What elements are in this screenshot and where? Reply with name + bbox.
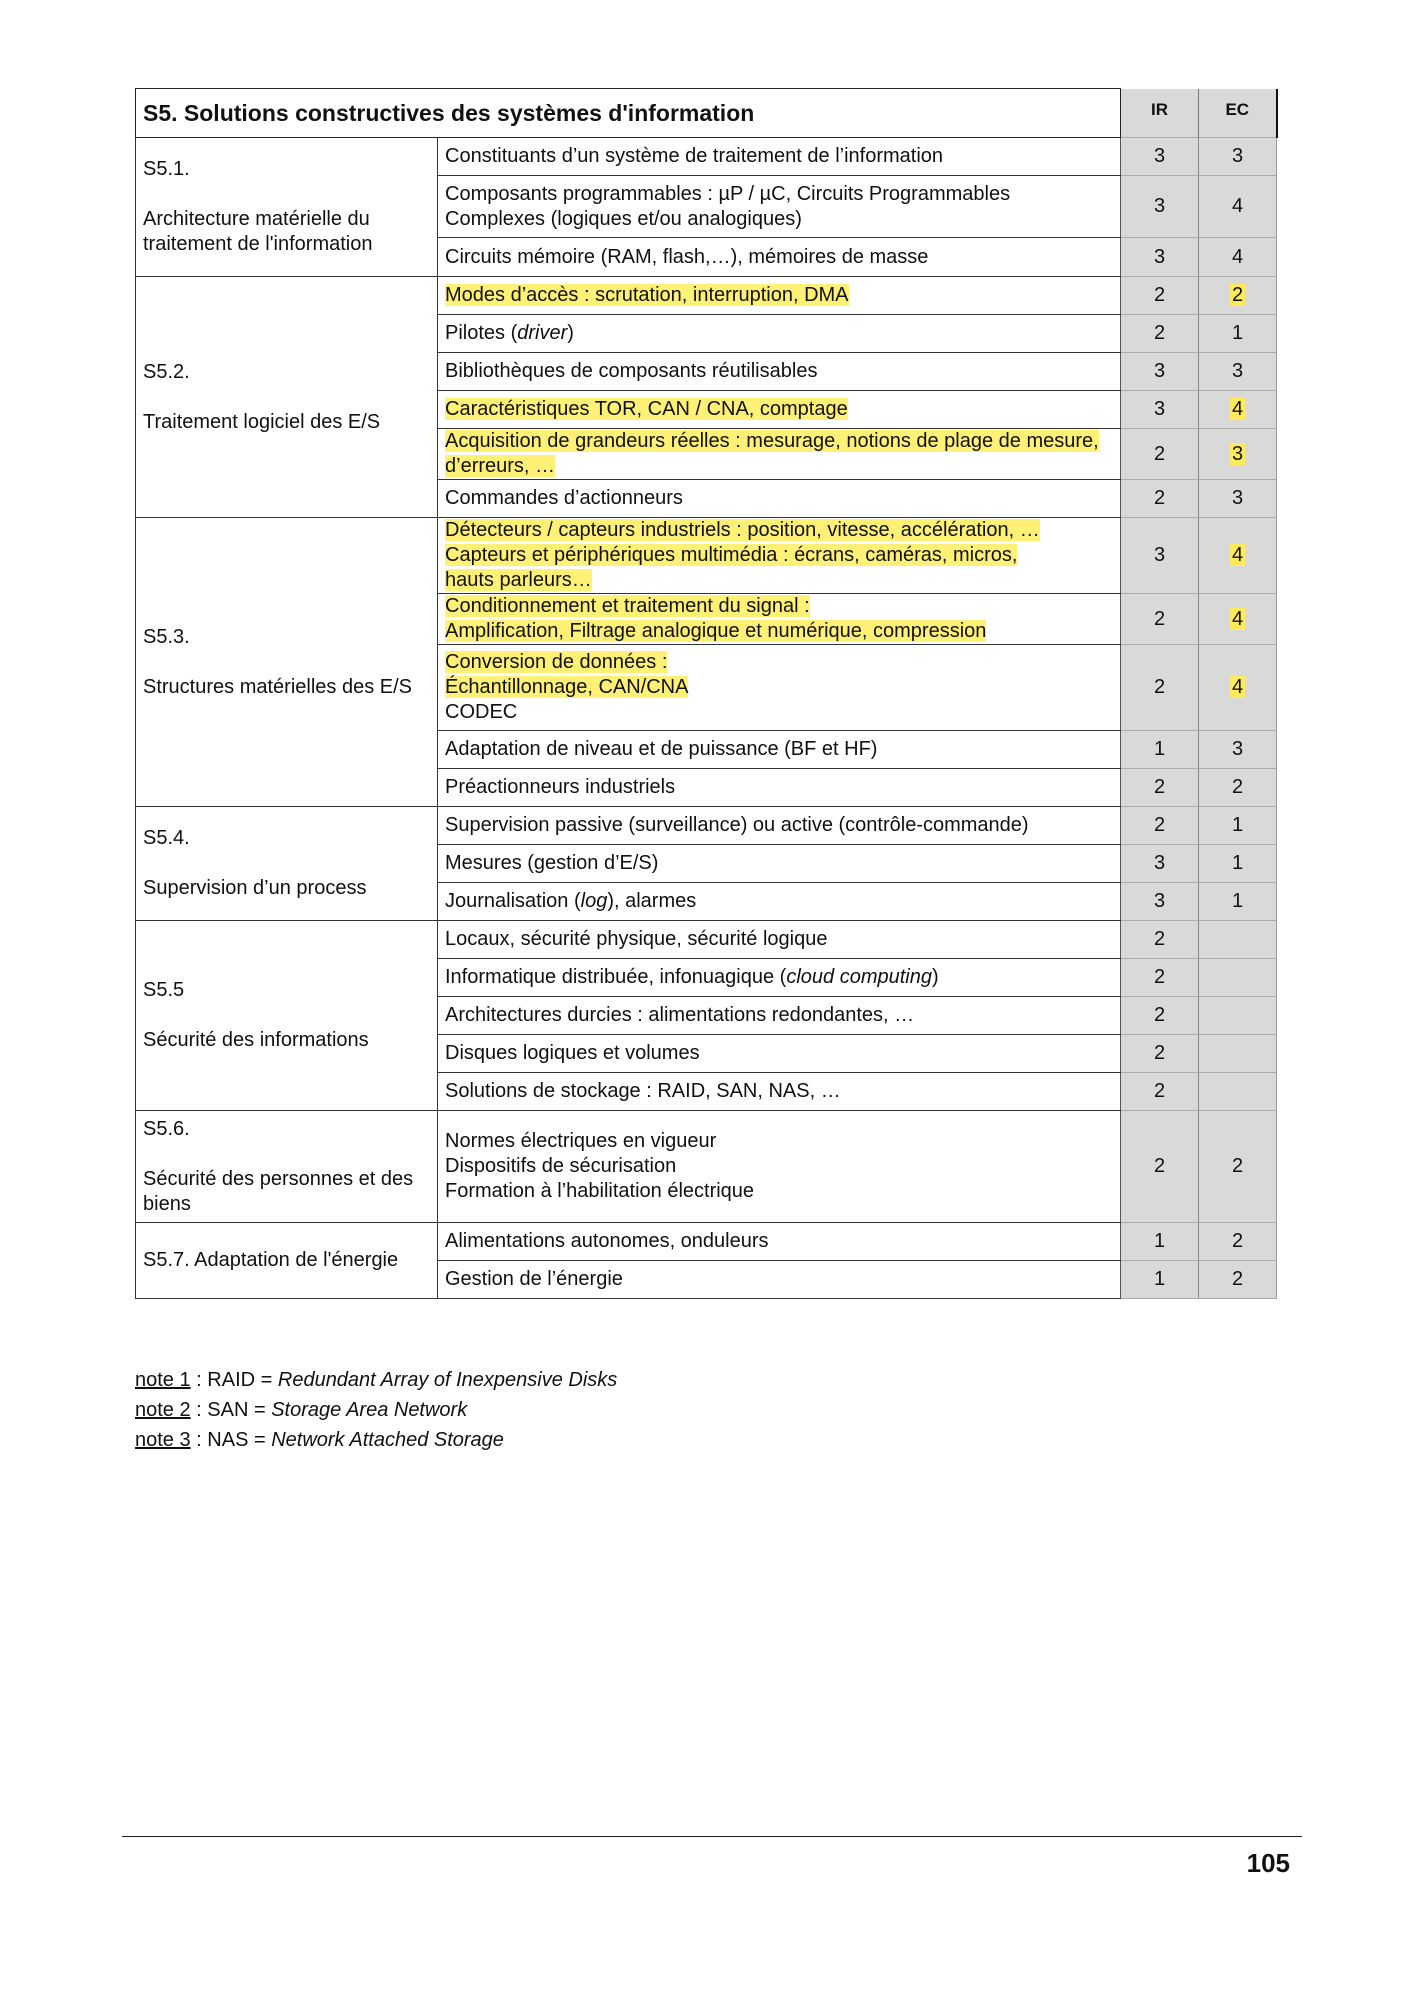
item-text: Amplification, Filtrage analogique et numérique, compression [445, 620, 987, 642]
ec-level [1199, 391, 1277, 429]
ir-value: 3 [1153, 544, 1166, 566]
ir-value: 2 [1153, 607, 1166, 630]
ec-level [1199, 277, 1277, 315]
section-code: S5.5 [143, 979, 185, 1001]
item-text: Gestion de l’énergie [445, 1268, 623, 1290]
ec-value: 3 [1231, 360, 1244, 382]
table-title: S5. Solutions constructives des systèmes d'information [136, 89, 1121, 138]
table-body [136, 138, 1277, 1299]
section-code: S5.2. [143, 360, 190, 383]
ec-value: 3 [1231, 738, 1244, 760]
note-meaning: Network Attached Storage [271, 1429, 504, 1451]
item-description [438, 176, 1121, 238]
ec-value: 2 [1231, 776, 1244, 798]
item-description [438, 921, 1121, 959]
ec-value: 4 [1231, 676, 1244, 698]
item-text: Adaptation de niveau et de puissance (BF et HF) [445, 738, 878, 760]
item-description [438, 769, 1121, 807]
item-text: Journalisation (log), alarmes [445, 890, 697, 912]
ec-level [1199, 518, 1277, 594]
ir-value: 2 [1153, 676, 1166, 698]
item-text: Normes électriques en vigueur [445, 1130, 717, 1152]
ir-level [1121, 1223, 1199, 1261]
item-text: Caractéristiques TOR, CAN / CNA, comptage [445, 398, 848, 420]
ir-level [1121, 1073, 1199, 1111]
item-text: Alimentations autonomes, onduleurs [445, 1230, 769, 1252]
ec-value: 4 [1231, 544, 1244, 566]
ir-value: 2 [1153, 1042, 1166, 1064]
note-abbr: SAN [207, 1399, 249, 1421]
section-title: Sécurité des personnes et des biens [143, 1167, 414, 1215]
section-title: Traitement logiciel des E/S [143, 410, 381, 433]
item-description [438, 238, 1121, 277]
note-label: note 1 [135, 1369, 191, 1391]
item-text: Conversion de données : [445, 651, 668, 673]
ir-level [1121, 353, 1199, 391]
ec-level [1199, 959, 1277, 997]
item-description [438, 1035, 1121, 1073]
ir-value: 3 [1153, 360, 1166, 382]
note-label: note 3 [135, 1429, 191, 1451]
ec-level [1199, 1111, 1277, 1223]
ir-level [1121, 518, 1199, 594]
item-text: Dispositifs de sécurisation [445, 1155, 677, 1177]
table-row [136, 518, 1277, 594]
ir-value: 3 [1153, 195, 1166, 217]
ir-value: 3 [1153, 145, 1166, 167]
ec-value: 1 [1231, 814, 1244, 836]
item-text: Architectures durcies : alimentations redondantes, … [445, 1004, 915, 1026]
ir-value: 1 [1153, 738, 1166, 760]
item-description [438, 480, 1121, 518]
item-description [438, 997, 1121, 1035]
item-line [445, 518, 1113, 543]
section-cell [136, 138, 438, 277]
ec-level [1199, 883, 1277, 921]
item-description [438, 353, 1121, 391]
ec-level [1199, 769, 1277, 807]
ec-level [1199, 1035, 1277, 1073]
item-text: CODEC [445, 701, 518, 723]
item-line [445, 1154, 1113, 1179]
ir-value: 2 [1153, 1080, 1166, 1102]
section-code: S5.3. [143, 625, 190, 648]
item-description [438, 1261, 1121, 1299]
ir-value: 2 [1153, 928, 1166, 950]
ec-level [1199, 1223, 1277, 1261]
ec-level [1199, 238, 1277, 277]
ir-level [1121, 277, 1199, 315]
item-text-italic: cloud computing [786, 966, 932, 988]
item-description [438, 138, 1121, 176]
item-text-italic: log [580, 890, 608, 912]
section-cell [136, 277, 438, 518]
ir-level [1121, 883, 1199, 921]
ir-value: 2 [1153, 487, 1166, 509]
ir-level [1121, 315, 1199, 353]
ec-level [1199, 138, 1277, 176]
ir-value: 2 [1153, 776, 1166, 798]
ir-level [1121, 1261, 1199, 1299]
ec-level [1199, 176, 1277, 238]
ir-level [1121, 731, 1199, 769]
ec-value: 3 [1231, 442, 1244, 465]
item-line [445, 543, 1113, 568]
note-item: note 3 : NAS = Network Attached Storage [135, 1429, 504, 1451]
item-text: Acquisition de grandeurs réelles : mesurage, notions de plage de mesure, d’erreurs, … [445, 430, 1099, 477]
ec-value: 1 [1231, 322, 1244, 344]
ir-level [1121, 769, 1199, 807]
table-header-row [136, 89, 1277, 138]
item-text: Solutions de stockage : RAID, SAN, NAS, … [445, 1080, 841, 1102]
ir-level [1121, 138, 1199, 176]
item-text: Détecteurs / capteurs industriels : position, vitesse, accélération, … [445, 519, 1040, 541]
ir-value: 1 [1153, 1230, 1166, 1252]
ir-value: 2 [1153, 322, 1166, 344]
section-cell [136, 807, 438, 921]
item-description [438, 807, 1121, 845]
ec-value: 2 [1231, 1155, 1244, 1177]
footer-divider [122, 1836, 1302, 1837]
ir-level [1121, 845, 1199, 883]
item-description [438, 429, 1121, 480]
ec-value: 4 [1231, 607, 1244, 630]
ir-level [1121, 959, 1199, 997]
ir-level [1121, 921, 1199, 959]
item-text: Composants programmables : µP / µC, Circuits Programmables Complexes (logiques et/ou analogiques) [445, 182, 1011, 230]
section-cell [136, 921, 438, 1111]
item-description [438, 731, 1121, 769]
column-header-ec: EC [1199, 89, 1277, 138]
item-text: Locaux, sécurité physique, sécurité logique [445, 928, 828, 950]
ec-level [1199, 480, 1277, 518]
item-description [438, 959, 1121, 997]
ec-level [1199, 845, 1277, 883]
ec-value: 2 [1231, 1230, 1244, 1252]
competency-table [135, 88, 1278, 1299]
ec-level [1199, 731, 1277, 769]
item-line [445, 568, 1113, 593]
table-row [136, 1111, 1277, 1223]
notes [135, 1365, 617, 1455]
section-title: S5.7. Adaptation de l'énergie [143, 1249, 399, 1271]
ec-level [1199, 353, 1277, 391]
ec-level [1199, 315, 1277, 353]
ec-value: 1 [1231, 852, 1244, 874]
table-row [136, 921, 1277, 959]
item-description [438, 391, 1121, 429]
ir-level [1121, 645, 1199, 731]
item-text: Pilotes (driver) [445, 322, 574, 344]
ir-value: 2 [1153, 442, 1166, 465]
ec-level [1199, 1073, 1277, 1111]
item-text: Conditionnement et traitement du signal : [445, 595, 810, 617]
ec-level [1199, 645, 1277, 731]
section-title: Structures matérielles des E/S [143, 675, 412, 698]
item-description [438, 1223, 1121, 1261]
ir-level [1121, 176, 1199, 238]
ir-level [1121, 1035, 1199, 1073]
ir-value: 3 [1153, 852, 1166, 874]
section-title: Sécurité des informations [143, 1029, 369, 1051]
column-header-ir: IR [1121, 89, 1199, 138]
section-code: S5.4. [143, 827, 190, 849]
item-text: Supervision passive (surveillance) ou active (contrôle-commande) [445, 814, 1029, 836]
table-row [136, 277, 1277, 315]
ec-value: 3 [1231, 145, 1244, 167]
ir-level [1121, 429, 1199, 480]
ir-value: 2 [1153, 1004, 1166, 1026]
ir-value: 3 [1153, 890, 1166, 912]
section-title: Supervision d’un process [143, 877, 367, 899]
ec-level [1199, 921, 1277, 959]
ec-value: 4 [1231, 195, 1244, 217]
note-meaning: Redundant Array of Inexpensive Disks [277, 1369, 618, 1391]
table-row [136, 138, 1277, 176]
note-label: note 2 [135, 1399, 191, 1421]
section-code: S5.1. [143, 158, 190, 180]
item-text: Échantillonnage, CAN/CNA [445, 676, 689, 698]
item-line [445, 650, 1113, 675]
ir-value: 3 [1153, 245, 1166, 268]
item-line [445, 1179, 1113, 1204]
item-description [438, 594, 1121, 645]
note-meaning: Storage Area Network [271, 1399, 468, 1421]
section-cell [136, 1223, 438, 1299]
item-text: Préactionneurs industriels [445, 776, 676, 798]
note-abbr: NAS [207, 1429, 249, 1451]
section-cell [136, 518, 438, 807]
item-description [438, 315, 1121, 353]
ec-level [1199, 429, 1277, 480]
ec-value: 2 [1231, 284, 1244, 306]
item-description [438, 883, 1121, 921]
item-text-italic: driver [517, 322, 568, 344]
item-description [438, 645, 1121, 731]
ec-value: 1 [1231, 890, 1244, 912]
ir-value: 2 [1153, 1155, 1166, 1177]
item-text: Modes d’accès : scrutation, interruption, DMA [445, 284, 849, 306]
ir-value: 2 [1153, 966, 1166, 988]
item-text: hauts parleurs… [445, 569, 592, 591]
ir-value: 3 [1153, 398, 1166, 420]
note-abbr: RAID [207, 1369, 256, 1391]
ec-level [1199, 997, 1277, 1035]
item-text: Informatique distribuée, infonuagique (cloud computing) [445, 966, 939, 988]
ec-value: 4 [1231, 398, 1244, 420]
item-text: Disques logiques et volumes [445, 1042, 700, 1064]
ir-level [1121, 391, 1199, 429]
ir-level [1121, 594, 1199, 645]
item-line [445, 700, 1113, 725]
ir-value: 1 [1153, 1268, 1166, 1290]
item-text: Commandes d’actionneurs [445, 487, 683, 509]
section-cell [136, 1111, 438, 1223]
item-description [438, 845, 1121, 883]
ir-level [1121, 238, 1199, 277]
item-text: Constituants d’un système de traitement de l’information [445, 145, 944, 167]
ec-level [1199, 807, 1277, 845]
item-text: Mesures (gestion d’E/S) [445, 852, 659, 874]
section-code: S5.6. [143, 1117, 190, 1140]
ir-level [1121, 480, 1199, 518]
item-description [438, 277, 1121, 315]
ir-level [1121, 807, 1199, 845]
item-description [438, 1073, 1121, 1111]
ec-level [1199, 594, 1277, 645]
item-text: Circuits mémoire (RAM, flash,…), mémoires de masse [445, 245, 929, 268]
item-line [445, 675, 1113, 700]
item-text: Capteurs et périphériques multimédia : écrans, caméras, micros, [445, 544, 1018, 566]
table-row [136, 1223, 1277, 1261]
note-item: note 1 : RAID = Redundant Array of Inexpensive Disks [135, 1369, 618, 1391]
item-description [438, 1111, 1121, 1223]
ec-level [1199, 1261, 1277, 1299]
section-title: Architecture matérielle du traitement de l'information [143, 208, 373, 255]
page-number: 105 [1246, 1848, 1290, 1878]
item-text: Formation à l’habilitation électrique [445, 1180, 755, 1202]
ir-value: 2 [1153, 814, 1166, 836]
ir-level [1121, 1111, 1199, 1223]
ec-value: 2 [1231, 1268, 1244, 1290]
ir-level [1121, 997, 1199, 1035]
item-text: Bibliothèques de composants réutilisables [445, 360, 818, 382]
ir-value: 2 [1153, 284, 1166, 306]
item-description [438, 518, 1121, 594]
ec-value: 3 [1231, 487, 1244, 509]
ec-value: 4 [1231, 245, 1244, 268]
item-line [445, 594, 1113, 619]
item-line [445, 1129, 1113, 1154]
item-line [445, 619, 1113, 644]
note-item: note 2 : SAN = Storage Area Network [135, 1399, 468, 1421]
table-row [136, 807, 1277, 845]
